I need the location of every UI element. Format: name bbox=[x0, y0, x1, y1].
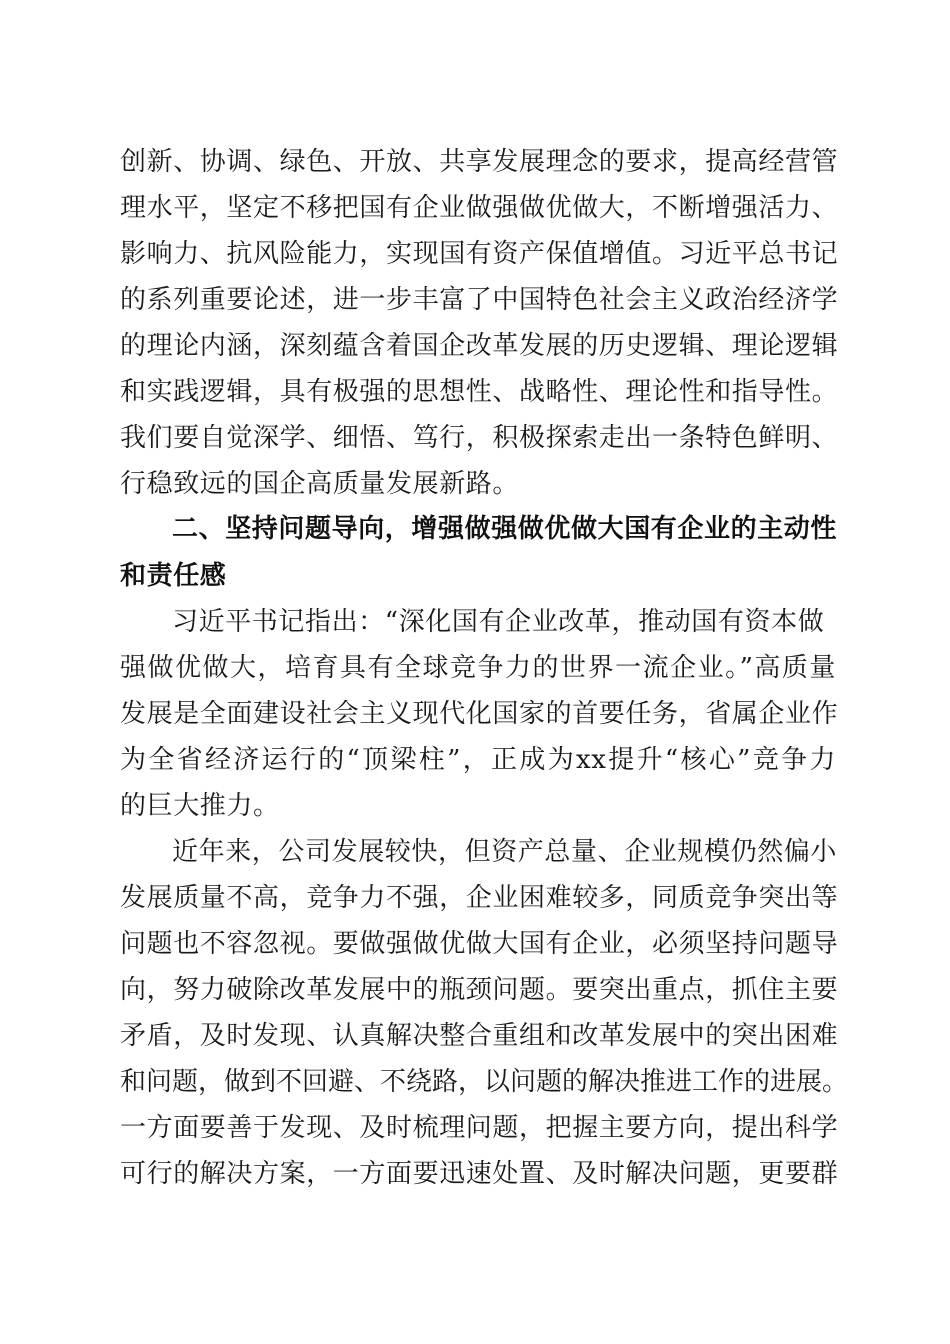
body-text-line: 可行的解决方案，一方面要迅速处置、及时解决问题，更要群 bbox=[120, 1159, 839, 1189]
body-text-line: 行稳致远的国企高质量发展新路。 bbox=[120, 469, 520, 499]
body-text-line: 强做优做大，培育具有全球竞争力的世界一流企业。”高质量 bbox=[120, 653, 836, 683]
body-text-line: 发展质量不高，竞争力不强，企业困难较多，同质竞争突出等 bbox=[120, 883, 839, 913]
body-text-line: 理水平，坚定不移把国有企业做强做优做大，不断增强活力、 bbox=[120, 193, 839, 223]
section-heading: 二、坚持问题导向，增强做强做优做大国有企业的主动性 bbox=[172, 514, 838, 544]
body-text-line: 发展是全面建设社会主义现代化国家的首要任务，省属企业作 bbox=[120, 699, 839, 729]
body-text-line: 一方面要善于发现、及时梳理问题，把握主要方向，提出科学 bbox=[120, 1113, 839, 1143]
body-text-line: 创新、协调、绿色、开放、共享发展理念的要求，提高经营管 bbox=[120, 147, 839, 177]
body-text-line: 和实践逻辑，具有极强的思想性、战略性、理论性和指导性。 bbox=[120, 377, 839, 407]
body-text-line: 的理论内涵，深刻蕴含着国企改革发展的历史逻辑、理论逻辑 bbox=[120, 331, 839, 361]
section-heading-continued: 和责任感 bbox=[120, 561, 227, 591]
body-text-line: 为全省经济运行的“顶梁柱”，正成为xx提升“核心”竞争力 bbox=[120, 745, 836, 775]
body-text-line: 的巨大推力。 bbox=[120, 791, 280, 821]
body-text-line: 和问题，做到不回避、不绕路，以问题的解决推进工作的进展。 bbox=[120, 1067, 849, 1097]
body-text-line: 我们要自觉深学、细悟、笃行，积极探索走出一条特色鲜明、 bbox=[120, 423, 839, 453]
body-text-line: 影响力、抗风险能力，实现国有资产保值增值。习近平总书记 bbox=[120, 239, 839, 269]
body-text-line: 的系列重要论述，进一步丰富了中国特色社会主义政治经济学 bbox=[120, 285, 839, 315]
body-text-line: 习近平书记指出：“深化国有企业改革，推动国有资本做 bbox=[172, 607, 825, 637]
body-text-line: 向，努力破除改革发展中的瓶颈问题。要突出重点，抓住主要 bbox=[120, 975, 839, 1005]
body-text-line: 近年来，公司发展较快，但资产总量、企业规模仍然偏小 bbox=[172, 837, 838, 867]
body-text-line: 问题也不容忽视。要做强做优做大国有企业，必须坚持问题导 bbox=[120, 929, 839, 959]
body-text-line: 矛盾，及时发现、认真解决整合重组和改革发展中的突出困难 bbox=[120, 1021, 839, 1051]
